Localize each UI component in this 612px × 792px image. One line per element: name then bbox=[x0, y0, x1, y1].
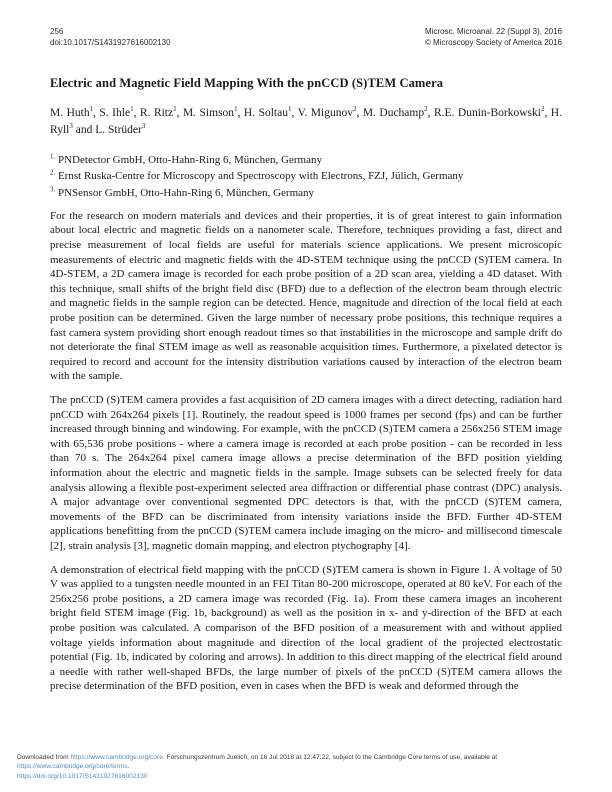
footer-link[interactable]: https://www.cambridge.org/core bbox=[70, 753, 163, 761]
affiliation-item bbox=[50, 152, 562, 168]
author-name: , R. Ritz bbox=[133, 107, 174, 119]
author-name: , M. Duchamp bbox=[356, 107, 425, 119]
header-left bbox=[50, 27, 171, 48]
author-name: , H. Soltau bbox=[237, 107, 288, 119]
author-name: , S. Ihle bbox=[93, 107, 131, 119]
download-notice-line2 bbox=[17, 772, 598, 782]
affiliation-text: PNSensor GmbH, Otto-Hahn-Ring 6, München, Germany bbox=[55, 186, 315, 199]
author-affiliation-mark: 2 bbox=[424, 105, 428, 114]
body-paragraph: A demonstration of electrical field mapping with the pnCCD (S)TEM camera is shown in Figure 1. A voltage of 50 V was applied to a tungsten needle mounted in an FEI Titan 80-200 microscope, operated at 80 keV. For each of the 256x256 probe positions, a 2D camera image was recorded (Fig. 1a). From these camera images an incoherent bright field STEM image (Fig. 1b, background) as well as the position in x- and y-direction of the BFD at each probe position was calculated. A comparison of the BFD position of a measurement with and without applied voltage yields information about magnitude and direction of the local gradient of the projected electrostatic potential (Fig. 1b, indicated by coloring and arrows). In addition to this direct mapping of the electrical field around a needle with rather well-shaped BFDs, the large number of pixels of the pnCCD (S)TEM camera allows the precise determination of the BFD position, even in cases when the BFD is weak and deformed through the bbox=[50, 563, 562, 693]
affiliation-item bbox=[50, 168, 562, 184]
affiliation-marker: 2. bbox=[50, 168, 56, 177]
copyright-notice: © Microscopy Society of America 2016 bbox=[424, 37, 562, 47]
body-paragraph: For the research on modern materials and devices and their properties, it is of great interest to gain information about local electric and magnetic fields on a nanometer scale. Therefore, techniques providing a fast, direct and precise measurement of local fields are useful for materials science applications. We present microscopic measurements of electric and magnetic fields with the 4D-STEM technique using the pnCCD (S)TEM camera. In 4D-STEM, a 2D camera image is recorded for each probe position of a 2D scan area, yielding a 4D dataset. With this technique, small shifts of the bright field disc (BFD) due to a deflection of the electron beam through electric and magnetic fields in the sample region can be detected. Hence, magnitude and direction of the local field at each probe position can be determined. Given the large number of necessary probe positions, this technique requires a fast camera system providing short enough readout times so that instabilities in the microscope and sample drift do not deteriorate the final STEM image as well as reasonable acquisition times. Furthermore, a pixelated detector is required to record and account for the intensity distribution variations caused by interaction of the electron beam with the sample. bbox=[50, 209, 562, 383]
affiliation-marker: 1. bbox=[50, 152, 56, 161]
author-name: M. Huth bbox=[50, 107, 90, 119]
doi-line: doi:10.1017/S1431927616002130 bbox=[50, 37, 171, 47]
author-affiliation-mark: 1 bbox=[234, 105, 238, 114]
footer-text: Downloaded from bbox=[17, 753, 71, 761]
author-affiliation-mark: 1 bbox=[287, 105, 292, 114]
download-notice bbox=[17, 753, 598, 782]
paragraph-container bbox=[50, 209, 562, 694]
author-name: , M. Simson bbox=[176, 107, 235, 119]
affiliation-list bbox=[50, 152, 562, 201]
affiliation-text: PNDetector GmbH, Otto-Hahn-Ring 6, München, Germany bbox=[55, 154, 322, 166]
author-name: , R.E. Dunin-Borkowski bbox=[427, 107, 541, 119]
footer-link[interactable]: https://www.cambridge.org/core/terms bbox=[17, 763, 128, 770]
doi-link[interactable]: https://doi.org/10.1017/S1431927616002130 bbox=[17, 772, 148, 780]
author-affiliation-mark: 3 bbox=[141, 121, 146, 130]
affiliation-marker: 3. bbox=[50, 184, 56, 193]
article-content bbox=[50, 76, 562, 694]
author-name: , V. Migunov bbox=[291, 107, 353, 119]
author-name: , H. Ryll bbox=[50, 107, 562, 136]
affiliation-item bbox=[50, 185, 562, 201]
journal-reference: Microsc. Microanal. 22 (Suppl 3), 2016 bbox=[425, 27, 562, 36]
affiliation-text: Ernst Ruska-Centre for Microscopy and Spectroscopy with Electrons, FZJ, Jülich, Germany bbox=[55, 170, 464, 183]
footer-text: . bbox=[127, 763, 130, 770]
author-name: and L. Strüder bbox=[72, 123, 142, 136]
header-right bbox=[425, 27, 562, 48]
page-number: 256 bbox=[50, 27, 64, 36]
article-title: Electric and Magnetic Field Mapping With the pnCCD (S)TEM Camera bbox=[50, 76, 444, 90]
author-affiliation-mark: 2 bbox=[540, 105, 545, 114]
author-affiliation-mark: 2 bbox=[352, 105, 357, 114]
author-affiliation-mark: 3 bbox=[69, 121, 73, 130]
author-list bbox=[50, 105, 562, 138]
footer-text: . Forschungszentrum Juelich, on 16 Jul 2018 at 12:47:22, subject to the Cambridge Core terms of use, available at bbox=[162, 753, 498, 761]
body-paragraph: The pnCCD (S)TEM camera provides a fast acquisition of 2D camera images with a direct detecting, radiation hard pnCCD with 264x264 pixels [1]. Routinely, the readout speed is 1000 frames per second (fps) and can be further increased through binning and windowing. For example, with the pnCCD (S)TEM camera a 256x256 STEM image with 65,536 probe positions - where a camera image is recorded at each probe position - can be recorded in less than 70 s. The 264x264 pixel camera image allows a precise determination of the BFD position yielding information about the electric and magnetic fields in the sample. Image subsets can be selected freely for data analysis allowing a flexible post-experiment selected area diffraction or differential phase contrast (DPC) analysis. A major advantage over conventional segmented DPC detectors is that, with the pnCCD (S)TEM camera, movements of the BFD can be discriminated from intensity variations inside the BFD. Further 4D-STEM applications benefitting from the pnCCD (S)TEM camera include imaging on the micro- and millisecond timescale [2], strain analysis [3], magnetic domain mapping, and electron ptychography [4]. bbox=[50, 394, 562, 552]
running-header bbox=[0, 0, 612, 48]
download-notice-line1 bbox=[17, 753, 598, 772]
author-affiliation-mark: 1 bbox=[130, 105, 134, 114]
author-affiliation-mark: 1 bbox=[89, 105, 94, 114]
author-affiliation-mark: 1 bbox=[173, 105, 177, 114]
